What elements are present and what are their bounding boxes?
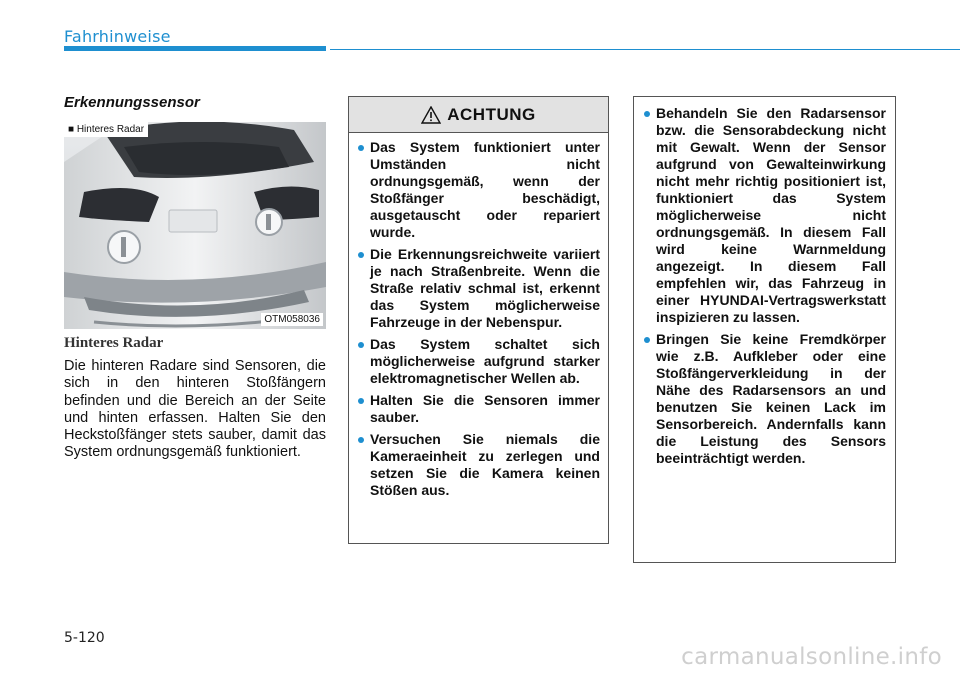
- warning-continued-box: [633, 96, 896, 563]
- warning-continued-item: Behandeln Sie den Radarsensor bzw. die Sensorabdeckung nicht mit Gewalt. Wenn der Sensor aufgrund von Gewalteinwirkung nicht mehr richtig positioniert ist, funktioniert das System möglicherweise nicht ordnungsgemäß. In diesem Fall wird keine Warnmeldung angezeigt. In diesem Fall empfehlen wir, das Fahrzeug in einer HYUNDAI-Vertragswerkstatt inspizieren zu lassen.: [656, 105, 886, 325]
- warning-title: ACHTUNG: [447, 104, 536, 124]
- body-paragraph: Die hinteren Radare sind Sensoren, die sich in den hinteren Stoßfängern befinden und die Bereich an der Seite und hinten erfassen. Halten Sie den Heckstoßfänger stets sauber, damit das System ordnungsgemäß funktioniert.: [64, 358, 326, 461]
- header-rule-thick: [64, 46, 326, 51]
- warning-header: [349, 97, 608, 133]
- warning-triangle-icon: [421, 106, 441, 124]
- warning-item: Die Erkennungsreichweite variiert je nach Straßenbreite. Wenn die Straße relativ schmal ist, erkennt das System möglicherweise Fahrzeuge in der Nebenspur.: [370, 246, 600, 330]
- warning-item: Das System schaltet sich möglicherweise aufgrund starker elektromagnetischer Wellen ab.: [370, 336, 600, 386]
- section-title: Erkennungssensor: [64, 94, 200, 111]
- section-header-title: Fahrhinweise: [64, 27, 171, 46]
- warning-item: Halten Sie die Sensoren immer sauber.: [370, 392, 600, 425]
- warning-continued-list: [634, 97, 895, 467]
- warning-continued-item: Bringen Sie keine Fremdkörper wie z.B. Aufkleber oder eine Stoßfängerverkleidung in der Nähe des Radarsensors an und benutzen Sie keinen Lack im Sensorbereich. Andernfalls kann die Leistung des Sensors beeinträchtigt werden.: [656, 331, 886, 466]
- warning-item: Das System funktioniert unter Umständen nicht ordnungsgemäß, wenn der Stoßfänger beschädigt, ausgetauscht oder repariert wurde.: [370, 139, 600, 240]
- warning-item: Versuchen Sie niemals die Kameraeinheit zu zerlegen und setzen Sie die Kamera keinen Stößen aus.: [370, 431, 600, 498]
- car-rear-illustration: [64, 122, 326, 329]
- figure-label: ■ Hinteres Radar: [64, 122, 148, 137]
- rear-radar-photo: [64, 122, 326, 329]
- header-rule-thin: [330, 49, 960, 50]
- page-number: 5-120: [64, 630, 105, 646]
- figure-caption: Hinteres Radar: [64, 335, 164, 351]
- warning-box: [348, 96, 609, 544]
- warning-list: [349, 133, 608, 499]
- watermark: carmanualsonline.info: [681, 644, 942, 670]
- figure-code: OTM058036: [261, 313, 323, 326]
